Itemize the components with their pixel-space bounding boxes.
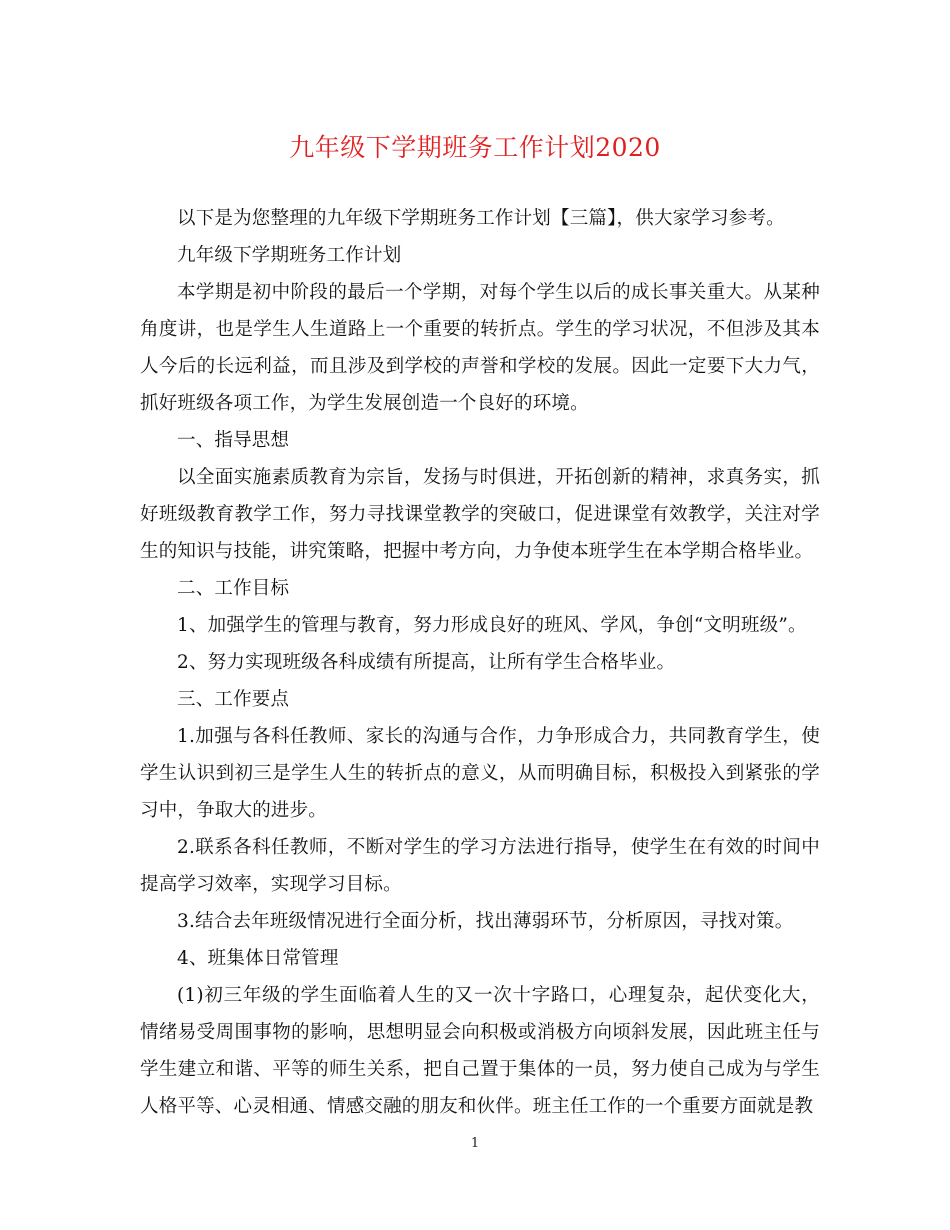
heading-work-points: 三、工作要点 (177, 689, 290, 710)
heading-daily-management: 4、班集体日常管理 (177, 948, 339, 969)
paragraph-daily-management-1: (1)初三年级的学生面临着人生的又一次十字路口，心理复杂，起伏变化大，情绪易受周围事物的影响，思想明显会向积极或消极方向顷斜发展，因此班主任与学生建立和谐、平等的师生关系，把自己置于集体的一员，努力使自己成为与学生人格平等、心灵相通、情感交融的朋友和伙伴。班主任工作的一个重要方面就是教 (140, 985, 820, 1117)
paragraph-overview: 本学期是初中阶段的最后一个学期，对每个学生以后的成长事关重大。从某种角度讲，也是学生人生道路上一个重要的转折点。学生的学习状况，不但涉及其本人今后的长远利益，而且涉及到学校的声誉和学校的发展。因此一定要下大力气，抓好班级各项工作，为学生发展创造一个良好的环境。 (140, 282, 820, 414)
paragraph-guiding-thought: 以全面实施素质教育为宗旨，发扬与时俱进，开拓创新的精神，求真务实，抓好班级教育教学工作，努力寻找课堂教学的突破口，促进课堂有效教学，关注对学生的知识与技能，讲究策略，把握中考方向，力争使本班学生在本学期合格毕业。 (140, 467, 820, 562)
document-title: 九年级下学期班务工作计划2020 (289, 133, 661, 162)
paragraph-goal-2: 2、努力实现班级各科成绩有所提高，让所有学生合格毕业。 (177, 652, 676, 673)
heading-work-goals: 二、工作目标 (177, 578, 290, 599)
paragraph-point-2: 2.联系各科任教师，不断对学生的学习方法进行指导，使学生在有效的时间中提高学习效率，实现学习目标。 (140, 837, 820, 895)
document-body (140, 200, 820, 1125)
page-number: 1 (470, 1136, 480, 1151)
paragraph-goal-1: 1、加强学生的管理与教育，努力形成良好的班风、学风，争创“文明班级”。 (177, 615, 807, 636)
paragraph-intro: 以下是为您整理的九年级下学期班务工作计划【三篇】，供大家学习参考。 (177, 208, 785, 229)
paragraph-point-3: 3.结合去年班级情况进行全面分析，找出薄弱环节，分析原因，寻找对策。 (177, 911, 794, 932)
paragraph-subtitle: 九年级下学期班务工作计划 (177, 245, 402, 266)
paragraph-point-1: 1.加强与各科任教师、家长的沟通与合作，力争形成合力，共同教育学生，使学生认识到初三是学生人生的转折点的意义，从而明确目标，积极投入到紧张的学习中，争取大的进步。 (140, 726, 820, 821)
heading-guiding-thought: 一、指导思想 (177, 430, 290, 451)
